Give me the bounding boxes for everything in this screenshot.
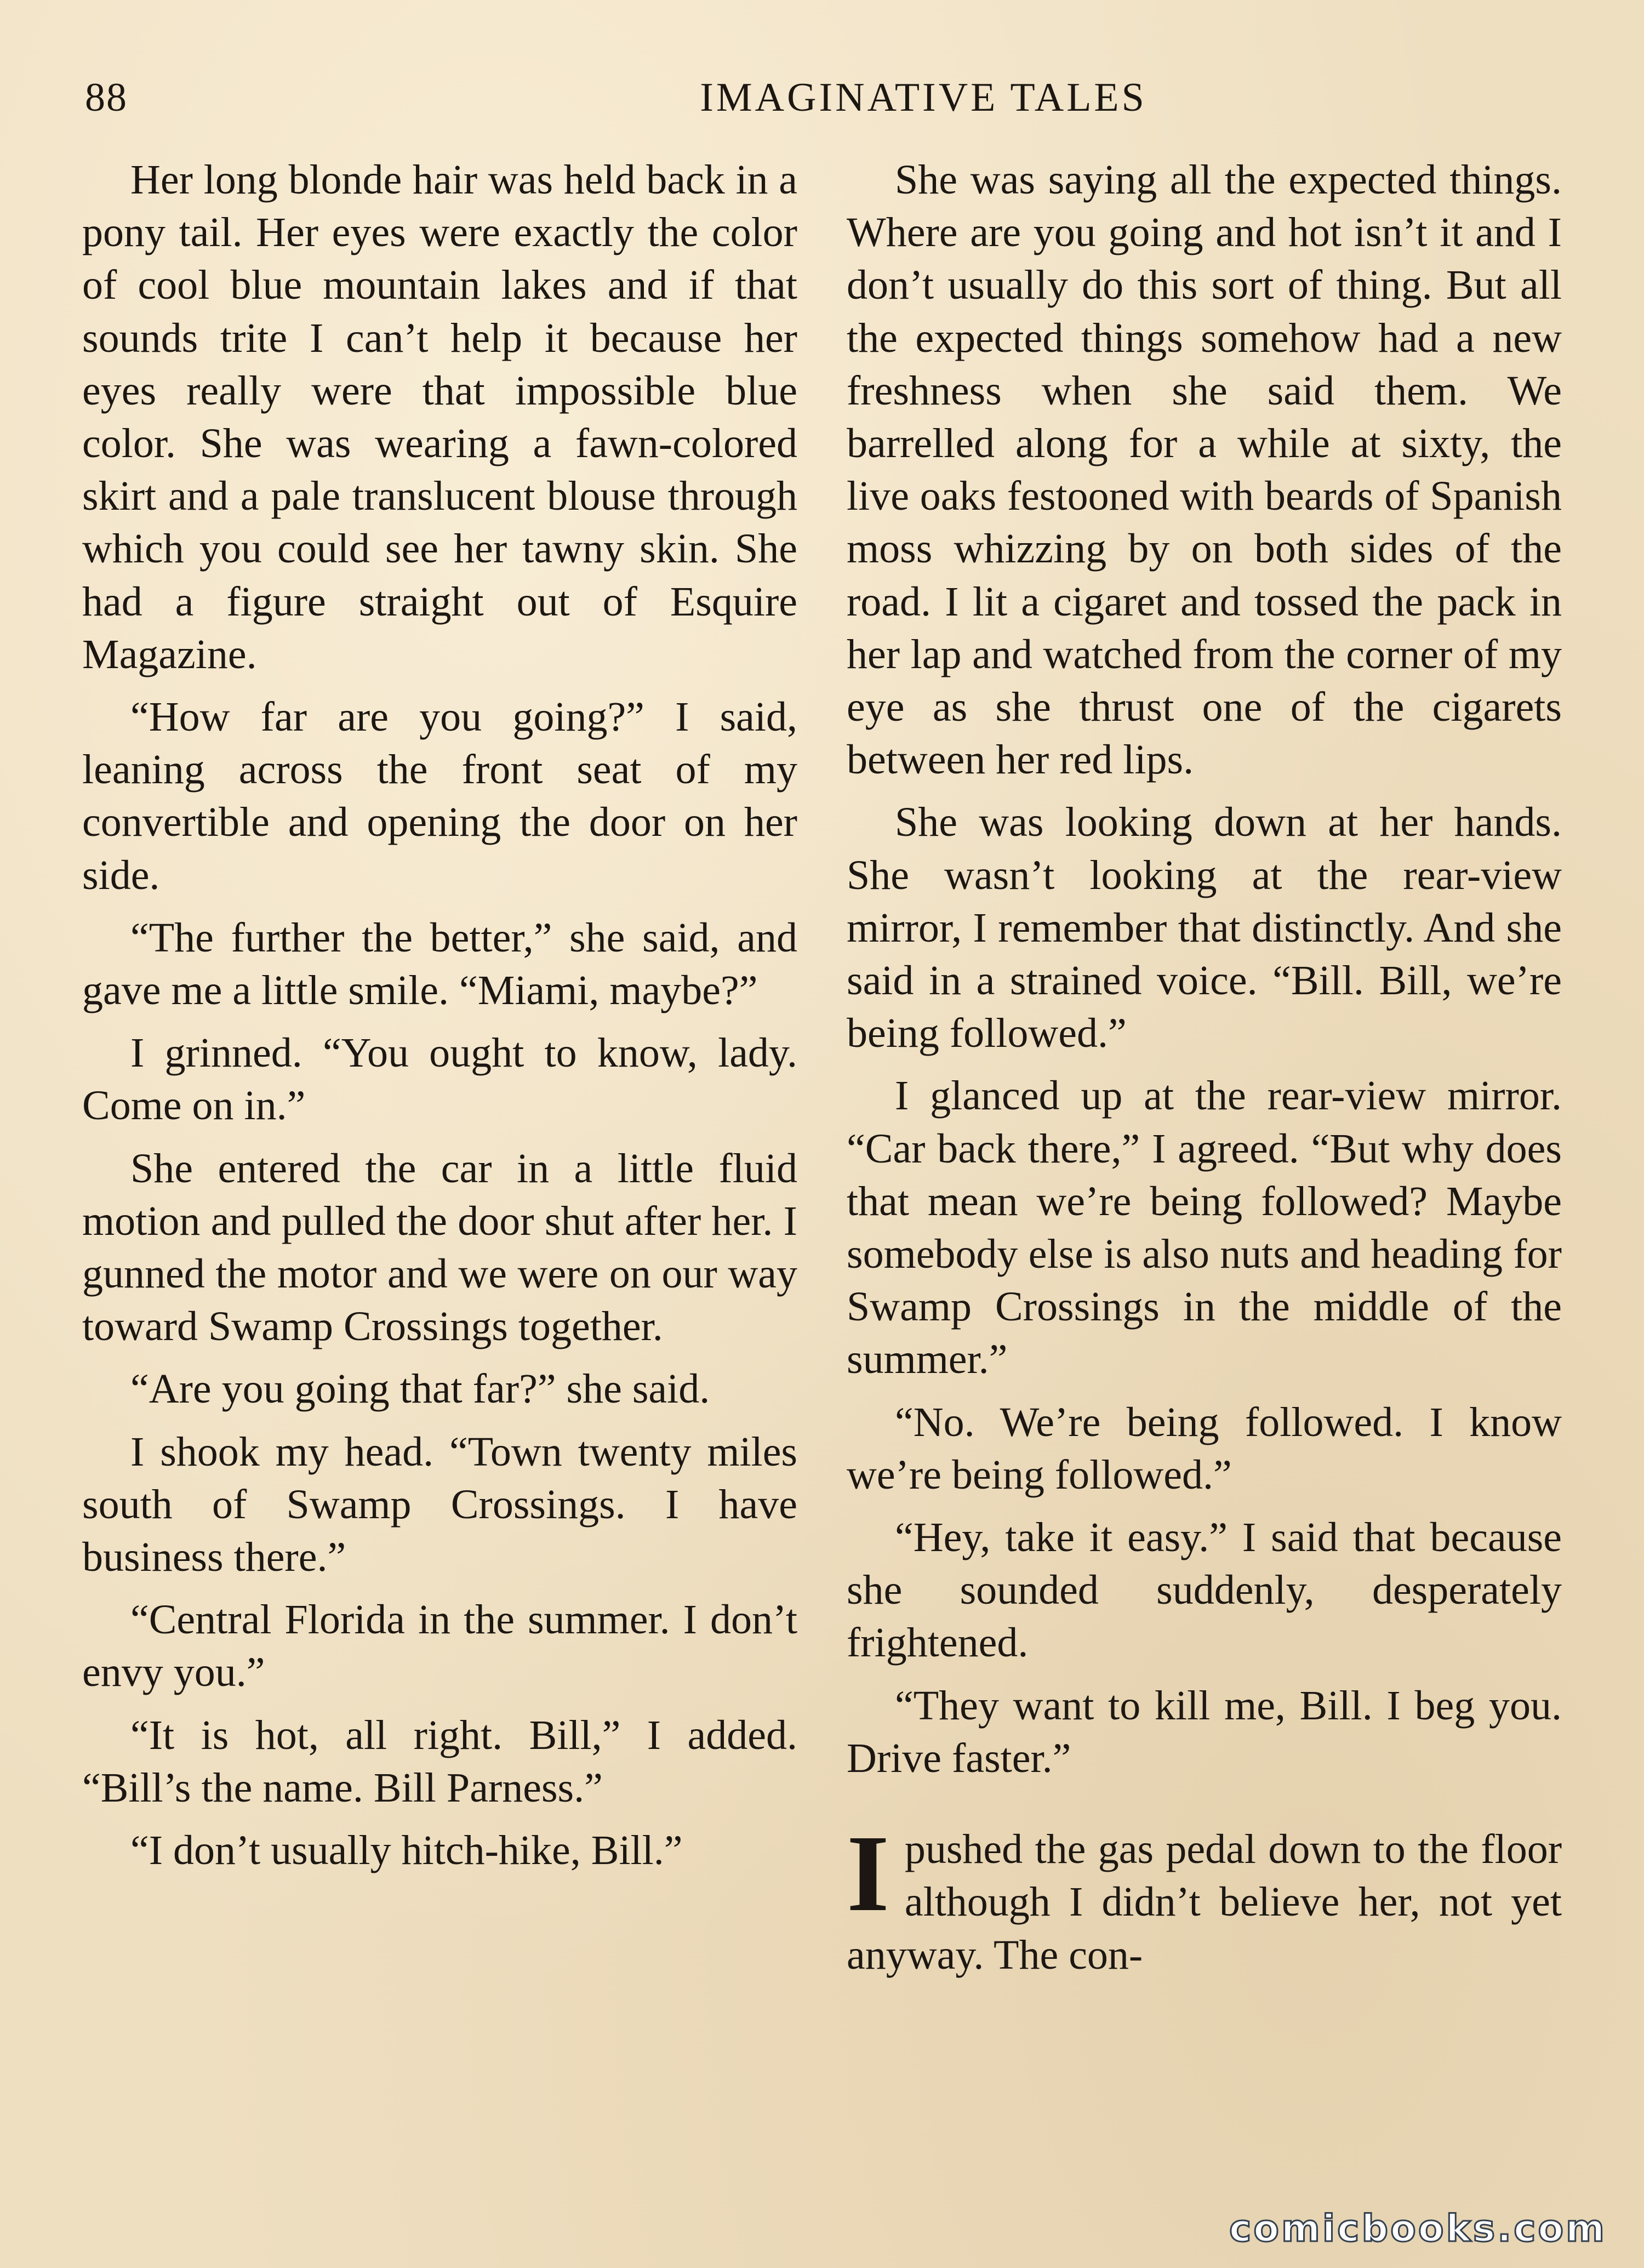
paragraph: “Central Florida in the summer. I don’t envy you.” [82,1597,797,1696]
paragraph: She was saying all the expected things. Where are you going and hot isn’t it and I don’t usually do this sort of thing. But all the expected things somehow had a new freshness when she said them. We barrelled along for a while at sixty, the live oaks festooned with beards of Spanish moss whizzing by on both sides of the road. I lit a cigaret and tossed the pack in her lap and watched from the corner of my eye as she thrust one of the cigarets between her red lips. [847,157,1562,783]
paragraph: She entered the car in a little fluid motion and pulled the door shut after her. I gunned the motor and we were on our way toward Swamp Crossings together. [82,1145,797,1350]
left-column [82,153,797,1877]
drop-cap: I [847,1813,889,1935]
page-number: 88 [85,75,128,120]
paragraph: “No. We’re being followed. I know we’re being followed.” [847,1399,1562,1498]
paragraph: “The further the better,” she said, and gave me a little smile. “Miami, maybe?” [82,914,797,1014]
paragraph: “It is hot, all right. Bill,” I added. “Bill’s the name. Bill Parness.” [82,1712,797,1811]
paragraph: “How far are you going?” I said, leaning across the front seat of my convertible and opening the door on her side. [82,694,797,898]
paragraph: “I don’t usually hitch-hike, Bill.” [130,1827,683,1874]
paragraph: “They want to kill me, Bill. I beg you. Drive faster.” [847,1682,1562,1781]
running-head: IMAGINATIVE TALES [700,75,1147,120]
paragraph: She was looking down at her hands. She wasn’t looking at the rear-view mirror, I remember that distinctly. And she said in a strained voice. “Bill. Bill, we’re being followed.” [847,799,1562,1057]
right-column [847,153,1562,1981]
paragraph: I glanced up at the rear-view mirror. “Car back there,” I agreed. “But why does that mean we’re being followed? Maybe somebody else is also nuts and heading for Swamp Crossings in the middle of the summer.” [847,1073,1562,1383]
watermark: comicbooks.com [1229,2207,1607,2250]
section-text: pushed the gas pedal down to the floor although I didn’t believe her, not yet anyway. The con- [847,1826,1562,1978]
paragraph: “Hey, take it easy.” I said that because she sounded suddenly, desperately frightened. [847,1514,1562,1666]
paragraph: “Are you going that far?” she said. [130,1366,710,1412]
paragraph: Her long blonde hair was held back in a pony tail. Her eyes were exactly the color of cool blue mountain lakes and if that sounds trite I can’t help it because her eyes really were that impossible blue color. She was wearing a fawn-colored skirt and a pale translucent blouse through which you could see her tawny skin. She had a figure straight out of Esquire Magazine. [82,157,797,677]
page-header [85,70,1619,130]
paragraph: I shook my head. “Town twenty miles south of Swamp Crossings. I have business there.” [82,1428,797,1581]
paragraph: I grinned. “You ought to know, lady. Come on in.” [82,1030,797,1129]
section-start-paragraph [847,1813,1562,1981]
